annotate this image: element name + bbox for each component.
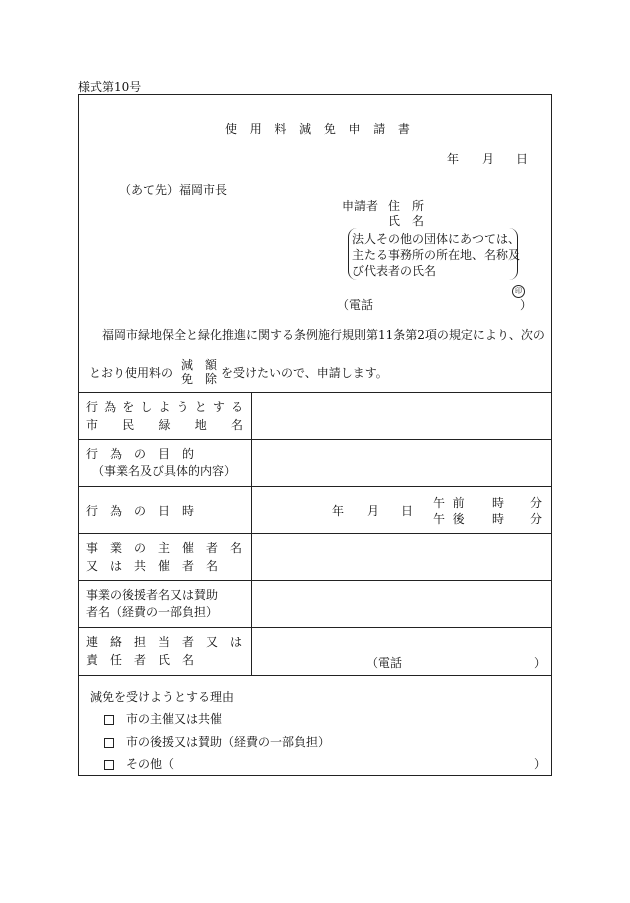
body-line-1: 福岡市緑地保全と緑化推進に関する条例施行規則第11条第2項の規定により、次の (102, 328, 545, 342)
applicant-note-line: 主たる事務所の所在地、名称及 (352, 248, 521, 262)
body-line-2-pre: とおり使用料の (89, 366, 174, 380)
row-label-sponsor-line2: 者名（経費の一部負担） (86, 605, 219, 619)
applicant-phone-close: ） (520, 298, 533, 312)
row-divider (78, 439, 552, 440)
reason-checkbox-city-host[interactable] (104, 715, 114, 725)
applicant-label: 申請者 (342, 199, 379, 213)
row-label-sponsor-line1: 事業の後援者名又は賛助 (86, 588, 219, 602)
applicant-phone-open: （電話 (337, 298, 374, 312)
pm-hour-label: 時 (492, 512, 505, 526)
seal-mark: 印 (512, 285, 525, 298)
row-divider (78, 486, 552, 487)
contact-phone-open: （電話 (366, 656, 403, 670)
reason-other-close: ） (534, 757, 547, 771)
form-number: 様式第10号 (78, 80, 142, 94)
row-divider (78, 580, 552, 581)
sponsor-field[interactable] (253, 582, 549, 626)
row-label-contact-line2: 責 任 者 氏 名 (86, 653, 195, 667)
reason-title: 減免を受けようとする理由 (90, 690, 235, 704)
reason-checkbox-city-sponsor[interactable] (104, 738, 114, 748)
datetime-day: 日 (401, 504, 414, 518)
row-label-contact-line1: 連 絡 担 当 者 又 は (86, 635, 243, 649)
datetime-month: 月 (367, 504, 380, 518)
row-label-organizer-line2: 又 は 共 催 者 名 (86, 559, 219, 573)
applicant-name-label: 氏 名 (388, 214, 425, 228)
table-top-border (78, 392, 552, 393)
pm-label: 午 後 (433, 512, 465, 526)
am-hour-label: 時 (492, 496, 505, 510)
reason-option-other: その他（ (126, 757, 175, 771)
reason-checkbox-other[interactable] (104, 760, 114, 770)
body-line-2-post: を受けたいので、申請します。 (221, 366, 388, 380)
datetime-year: 年 (332, 504, 345, 518)
am-label: 午 前 (433, 496, 465, 510)
row-divider (78, 627, 552, 628)
park-name-field[interactable] (253, 394, 549, 438)
contact-phone-close: ） (534, 656, 547, 670)
purpose-field[interactable] (253, 441, 549, 485)
am-minute-label: 分 (530, 496, 543, 510)
form-title: 使 用 料 減 免 申 請 書 (225, 122, 410, 136)
option-exemption: 免 除 (181, 372, 218, 386)
row-label-organizer-line1: 事 業 の 主 催 者 名 (86, 541, 243, 555)
option-reduction: 減 額 (181, 358, 218, 372)
row-label-purpose-line1: 行 為 の 目 的 (86, 447, 195, 461)
row-divider (78, 533, 552, 534)
row-label-park-line1: 行為をしようとする (86, 400, 243, 414)
organizer-field[interactable] (253, 535, 549, 579)
reason-option-city-sponsor: 市の後援又は賛助（経費の一部負担） (126, 735, 331, 749)
applicant-note-line: 法人その他の団体にあつては、 (352, 232, 521, 246)
applicant-address-label: 住 所 (388, 199, 425, 213)
addressee: （あて先）福岡市長 (119, 183, 228, 197)
pm-minute-label: 分 (530, 512, 543, 526)
column-divider (251, 392, 252, 675)
row-label-purpose-line2: （事業名及び具体的内容） (92, 464, 237, 478)
row-label-park-line2: 市 民 緑 地 名 (86, 418, 243, 432)
table-bottom-border (78, 675, 552, 676)
date-day: 日 (516, 152, 529, 166)
date-month: 月 (482, 152, 495, 166)
reason-option-city-host: 市の主催又は共催 (126, 712, 223, 726)
row-label-datetime: 行 為 の 日 時 (86, 504, 195, 518)
date-year: 年 (447, 152, 460, 166)
applicant-note-line: び代表者の氏名 (352, 264, 437, 278)
